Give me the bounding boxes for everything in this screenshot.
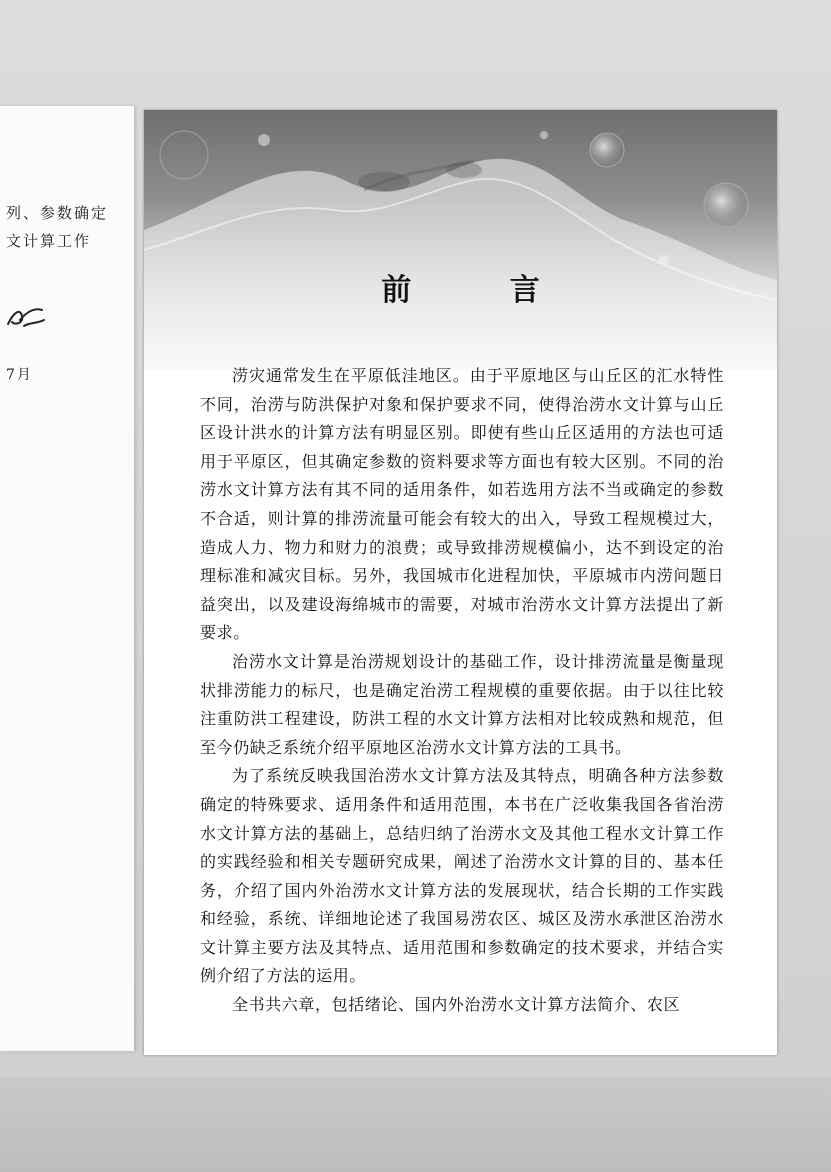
paragraph: 全书共六章，包括绪论、国内外治涝水文计算方法简介、农区 bbox=[232, 995, 681, 1015]
paragraph: 治涝水文计算是治涝规划设计的基础工作，设计排涝流量是衡量现状排涝能力的标尺，也是确定治涝工程规模的重要依据。由于以往比较注重防洪工程建设，防洪工程的水文计算方法相对比较成熟和规范，但至今仍缺乏系统介绍平原地区治涝水文计算方法的工具书。 bbox=[200, 651, 724, 757]
preface-body bbox=[200, 362, 724, 1020]
paragraph: 为了系统反映我国治涝水文计算方法及其特点，明确各种方法参数确定的特殊要求、适用条件和适用范围，本书在广泛收集我国各省治涝水文计算方法的基础上，总结归纳了治涝水文及其他工程水文计算工作的实践经验和相关专题研究成果，阐述了治涝水文计算的目的、基本任务，介绍了国内外治涝水文计算方法的发展现状，结合长期的工作实践和经验，系统、详细地论述了我国易涝农区、城区及涝水承泄区治涝水文计算主要方法及其特点、适用范围和参数确定的技术要求，并结合实例介绍了方法的运用。 bbox=[200, 766, 724, 986]
left-page-text-line: 文计算工作 bbox=[6, 232, 92, 250]
preface-page bbox=[144, 110, 777, 1055]
header-decoration bbox=[144, 110, 777, 370]
left-page-text-line: 列、参数确定 bbox=[6, 204, 109, 222]
left-facing-page bbox=[0, 106, 134, 1051]
left-page-date: 7月 bbox=[6, 367, 33, 383]
page-title: 前 言 bbox=[381, 273, 584, 308]
handwritten-signature bbox=[6, 302, 46, 332]
paragraph: 涝灾通常发生在平原低洼地区。由于平原地区与山丘区的汇水特性不同，治涝与防洪保护对象和保护要求不同，使得治涝水文计算与山丘区设计洪水的计算方法有明显区别。即使有些山丘区适用的方法也可适用于平原区，但其确定参数的资料要求等方面也有较大区别。不同的治涝水文计算方法有其不同的适用条件，如若选用方法不当或确定的参数不合适，则计算的排涝流量可能会有较大的出入，导致工程规模过大，造成人力、物力和财力的浪费；或导致排涝规模偏小，达不到设定的治理标准和减灾目标。另外，我国城市化进程加快，平原城市内涝问题日益突出，以及建设海绵城市的需要，对城市治涝水文计算方法提出了新要求。 bbox=[200, 366, 724, 643]
